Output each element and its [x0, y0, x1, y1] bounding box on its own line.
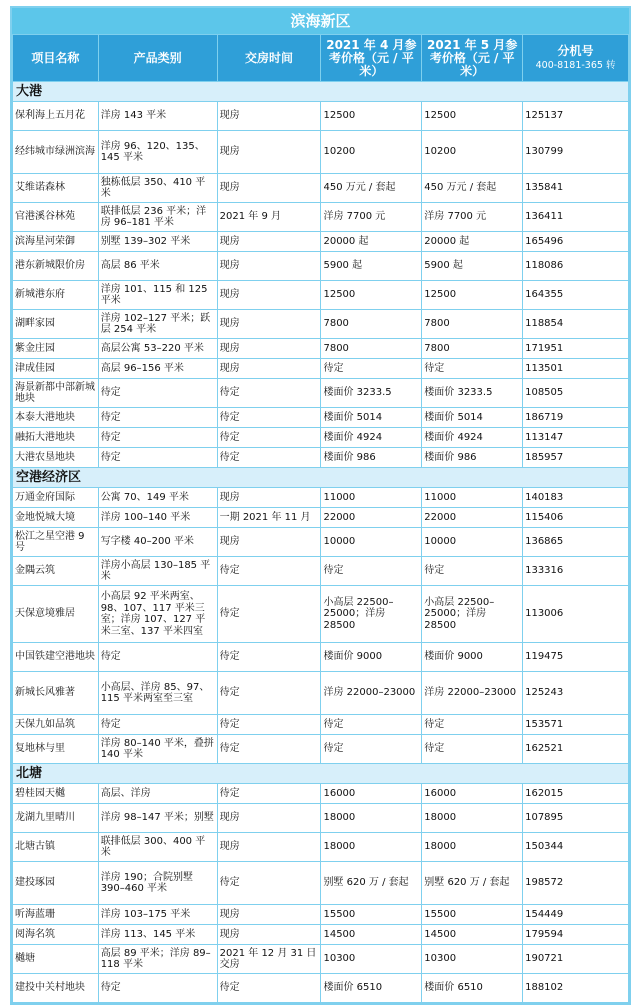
- section-title: 空港经济区: [13, 468, 628, 487]
- extension-cell: 133316: [523, 557, 628, 585]
- delivery-time-cell: 现房: [218, 339, 321, 358]
- delivery-time-cell: 2021 年 12 月 31 日交房: [218, 945, 321, 973]
- may-price-cell: 待定: [422, 359, 522, 378]
- project-name-cell: 松江之星空港 9 号: [13, 528, 98, 556]
- product-type-cell: 待定: [99, 428, 217, 447]
- product-type-cell: 高层 89 平米；洋房 89–118 平米: [99, 945, 217, 973]
- project-name-cell: 本泰大港地块: [13, 408, 98, 427]
- april-price-cell: 楼面价 3233.5: [321, 379, 421, 407]
- product-type-cell: 独栋低层 350、410 平米: [99, 174, 217, 202]
- project-name-cell: 滨海星河荣御: [13, 232, 98, 251]
- price-table-card: [10, 6, 631, 1005]
- april-price-cell: 洋房 7700 元: [321, 203, 421, 231]
- product-type-cell: 洋房 190；合院别墅 390–460 平米: [99, 862, 217, 904]
- extension-cell: 190721: [523, 945, 628, 973]
- project-name-cell: 湖畔家园: [13, 310, 98, 338]
- delivery-time-cell: 现房: [218, 252, 321, 280]
- delivery-time-cell: 现房: [218, 804, 321, 832]
- may-price-cell: 待定: [422, 557, 522, 585]
- header-extension-label: 分机号: [557, 43, 594, 58]
- project-name-cell: 建投中关村地块: [13, 974, 98, 1002]
- delivery-time-cell: 待定: [218, 408, 321, 427]
- april-price-cell: 小高层 22500–25000；洋房 28500: [321, 586, 421, 642]
- delivery-time-cell: 现房: [218, 925, 321, 944]
- april-price-cell: 别墅 620 万 / 套起: [321, 862, 421, 904]
- table-row: [13, 359, 628, 378]
- table-row: [13, 833, 628, 861]
- extension-cell: 162015: [523, 784, 628, 803]
- april-price-cell: 楼面价 4924: [321, 428, 421, 447]
- extension-cell: 119475: [523, 643, 628, 671]
- project-name-cell: 听海蓝珊: [13, 905, 98, 924]
- table-row: [13, 905, 628, 924]
- table-row: [13, 131, 628, 173]
- may-price-cell: 小高层 22500–25000；洋房 28500: [422, 586, 522, 642]
- project-name-cell: 复地林与里: [13, 735, 98, 763]
- header-april-price: 2021 年 4 月参考价格（元 / 平米）: [321, 35, 421, 81]
- product-type-cell: 高层 96–156 平米: [99, 359, 217, 378]
- extension-cell: 188102: [523, 974, 628, 1002]
- april-price-cell: 10000: [321, 528, 421, 556]
- may-price-cell: 楼面价 9000: [422, 643, 522, 671]
- table-row: [13, 310, 628, 338]
- project-name-cell: 阅海名筑: [13, 925, 98, 944]
- delivery-time-cell: 现房: [218, 281, 321, 309]
- table-row: [13, 428, 628, 447]
- product-type-cell: 联排低层 300、400 平米: [99, 833, 217, 861]
- delivery-time-cell: 现房: [218, 905, 321, 924]
- product-type-cell: 小高层、洋房 85、97、115 平米两室至三室: [99, 672, 217, 714]
- april-price-cell: 14500: [321, 925, 421, 944]
- may-price-cell: 12500: [422, 102, 522, 130]
- product-type-cell: 洋房小高层 130–185 平米: [99, 557, 217, 585]
- project-name-cell: 金地悦城大境: [13, 508, 98, 527]
- delivery-time-cell: 现房: [218, 102, 321, 130]
- may-price-cell: 15500: [422, 905, 522, 924]
- may-price-cell: 别墅 620 万 / 套起: [422, 862, 522, 904]
- delivery-time-cell: 现房: [218, 528, 321, 556]
- extension-cell: 185957: [523, 448, 628, 467]
- project-name-cell: 艾维诺森林: [13, 174, 98, 202]
- may-price-cell: 5900 起: [422, 252, 522, 280]
- header-extension-phone: 400-8181-365 转: [535, 59, 616, 71]
- table-row: [13, 102, 628, 130]
- extension-cell: 125243: [523, 672, 628, 714]
- may-price-cell: 楼面价 6510: [422, 974, 522, 1002]
- april-price-cell: 12500: [321, 102, 421, 130]
- may-price-cell: 楼面价 5014: [422, 408, 522, 427]
- product-type-cell: 洋房 98–147 平米；别墅: [99, 804, 217, 832]
- header-extension: [523, 35, 628, 81]
- extension-cell: 113006: [523, 586, 628, 642]
- project-name-cell: 经纬城市绿洲滨海: [13, 131, 98, 173]
- product-type-cell: 待定: [99, 715, 217, 734]
- product-type-cell: 洋房 80–140 平米，叠拼 140 平米: [99, 735, 217, 763]
- delivery-time-cell: 现房: [218, 310, 321, 338]
- extension-cell: 198572: [523, 862, 628, 904]
- april-price-cell: 待定: [321, 557, 421, 585]
- project-name-cell: 金隅云筑: [13, 557, 98, 585]
- table-row: [13, 339, 628, 358]
- april-price-cell: 5900 起: [321, 252, 421, 280]
- april-price-cell: 10300: [321, 945, 421, 973]
- may-price-cell: 楼面价 3233.5: [422, 379, 522, 407]
- section-title: 大港: [13, 82, 628, 101]
- product-type-cell: 公寓 70、149 平米: [99, 488, 217, 507]
- april-price-cell: 11000: [321, 488, 421, 507]
- april-price-cell: 楼面价 9000: [321, 643, 421, 671]
- april-price-cell: 18000: [321, 804, 421, 832]
- may-price-cell: 11000: [422, 488, 522, 507]
- delivery-time-cell: 现房: [218, 359, 321, 378]
- extension-cell: 136865: [523, 528, 628, 556]
- project-name-cell: 津成佳园: [13, 359, 98, 378]
- project-name-cell: 天保九如品筑: [13, 715, 98, 734]
- delivery-time-cell: 待定: [218, 672, 321, 714]
- may-price-cell: 洋房 7700 元: [422, 203, 522, 231]
- delivery-time-cell: 现房: [218, 232, 321, 251]
- april-price-cell: 待定: [321, 359, 421, 378]
- project-name-cell: 保利海上五月花: [13, 102, 98, 130]
- header-may-price: 2021 年 5 月参考价格（元 / 平米）: [422, 35, 522, 81]
- delivery-time-cell: 待定: [218, 448, 321, 467]
- may-price-cell: 18000: [422, 833, 522, 861]
- table-row: [13, 945, 628, 973]
- may-price-cell: 10000: [422, 528, 522, 556]
- may-price-cell: 20000 起: [422, 232, 522, 251]
- extension-cell: 107895: [523, 804, 628, 832]
- price-table: [12, 34, 629, 1003]
- april-price-cell: 待定: [321, 735, 421, 763]
- may-price-cell: 待定: [422, 735, 522, 763]
- project-name-cell: 港东新城限价房: [13, 252, 98, 280]
- delivery-time-cell: 现房: [218, 488, 321, 507]
- delivery-time-cell: 现房: [218, 131, 321, 173]
- may-price-cell: 450 万元 / 套起: [422, 174, 522, 202]
- table-row: [13, 379, 628, 407]
- extension-cell: 125137: [523, 102, 628, 130]
- section-title: 北塘: [13, 764, 628, 783]
- extension-cell: 135841: [523, 174, 628, 202]
- extension-cell: 118854: [523, 310, 628, 338]
- may-price-cell: 楼面价 986: [422, 448, 522, 467]
- product-type-cell: 待定: [99, 643, 217, 671]
- product-type-cell: 洋房 103–175 平米: [99, 905, 217, 924]
- april-price-cell: 18000: [321, 833, 421, 861]
- extension-cell: 115406: [523, 508, 628, 527]
- table-body: [13, 82, 628, 1002]
- april-price-cell: 15500: [321, 905, 421, 924]
- delivery-time-cell: 待定: [218, 862, 321, 904]
- april-price-cell: 20000 起: [321, 232, 421, 251]
- table-row: [13, 528, 628, 556]
- may-price-cell: 楼面价 4924: [422, 428, 522, 447]
- product-type-cell: 写字楼 40–200 平米: [99, 528, 217, 556]
- april-price-cell: 待定: [321, 715, 421, 734]
- project-name-cell: 北塘古镇: [13, 833, 98, 861]
- table-row: [13, 804, 628, 832]
- project-name-cell: 龙湖九里晴川: [13, 804, 98, 832]
- table-row: [13, 715, 628, 734]
- extension-cell: 153571: [523, 715, 628, 734]
- section-row: [13, 764, 628, 783]
- table-row: [13, 232, 628, 251]
- extension-cell: 136411: [523, 203, 628, 231]
- april-price-cell: 16000: [321, 784, 421, 803]
- project-name-cell: 新城长风雅著: [13, 672, 98, 714]
- may-price-cell: 10300: [422, 945, 522, 973]
- section-row: [13, 468, 628, 487]
- may-price-cell: 10200: [422, 131, 522, 173]
- project-name-cell: 万通金府国际: [13, 488, 98, 507]
- extension-cell: 108505: [523, 379, 628, 407]
- product-type-cell: 待定: [99, 974, 217, 1002]
- product-type-cell: 洋房 102–127 平米；跃层 254 平米: [99, 310, 217, 338]
- extension-cell: 140183: [523, 488, 628, 507]
- header-project-name: 项目名称: [13, 35, 98, 81]
- project-name-cell: 融拓大港地块: [13, 428, 98, 447]
- table-row: [13, 488, 628, 507]
- extension-cell: 171951: [523, 339, 628, 358]
- table-row: [13, 408, 628, 427]
- april-price-cell: 楼面价 986: [321, 448, 421, 467]
- project-name-cell: 天保意境雅居: [13, 586, 98, 642]
- project-name-cell: 大港农垦地块: [13, 448, 98, 467]
- delivery-time-cell: 现房: [218, 174, 321, 202]
- delivery-time-cell: 待定: [218, 715, 321, 734]
- may-price-cell: 7800: [422, 310, 522, 338]
- product-type-cell: 联排低层 236 平米；洋房 96–181 平米: [99, 203, 217, 231]
- april-price-cell: 洋房 22000–23000: [321, 672, 421, 714]
- table-row: [13, 784, 628, 803]
- extension-cell: 113147: [523, 428, 628, 447]
- table-row: [13, 203, 628, 231]
- april-price-cell: 22000: [321, 508, 421, 527]
- delivery-time-cell: 待定: [218, 586, 321, 642]
- april-price-cell: 10200: [321, 131, 421, 173]
- april-price-cell: 楼面价 6510: [321, 974, 421, 1002]
- delivery-time-cell: 待定: [218, 379, 321, 407]
- extension-cell: 113501: [523, 359, 628, 378]
- delivery-time-cell: 待定: [218, 557, 321, 585]
- delivery-time-cell: 现房: [218, 833, 321, 861]
- extension-cell: 130799: [523, 131, 628, 173]
- may-price-cell: 洋房 22000–23000: [422, 672, 522, 714]
- extension-cell: 179594: [523, 925, 628, 944]
- table-row: [13, 643, 628, 671]
- project-name-cell: 碧桂园天樾: [13, 784, 98, 803]
- may-price-cell: 18000: [422, 804, 522, 832]
- product-type-cell: 洋房 96、120、135、145 平米: [99, 131, 217, 173]
- table-row: [13, 557, 628, 585]
- header-delivery-time: 交房时间: [218, 35, 321, 81]
- may-price-cell: 待定: [422, 715, 522, 734]
- extension-cell: 165496: [523, 232, 628, 251]
- delivery-time-cell: 待定: [218, 784, 321, 803]
- project-name-cell: 海景新都中部新城地块: [13, 379, 98, 407]
- table-row: [13, 672, 628, 714]
- delivery-time-cell: 待定: [218, 974, 321, 1002]
- table-row: [13, 281, 628, 309]
- section-row: [13, 82, 628, 101]
- product-type-cell: 待定: [99, 448, 217, 467]
- table-title: 滨海新区: [12, 8, 629, 34]
- april-price-cell: 450 万元 / 套起: [321, 174, 421, 202]
- product-type-cell: 高层、洋房: [99, 784, 217, 803]
- april-price-cell: 7800: [321, 339, 421, 358]
- delivery-time-cell: 待定: [218, 735, 321, 763]
- extension-cell: 118086: [523, 252, 628, 280]
- may-price-cell: 12500: [422, 281, 522, 309]
- project-name-cell: 官港溪谷林苑: [13, 203, 98, 231]
- table-row: [13, 862, 628, 904]
- april-price-cell: 12500: [321, 281, 421, 309]
- table-row: [13, 735, 628, 763]
- product-type-cell: 洋房 100–140 平米: [99, 508, 217, 527]
- product-type-cell: 待定: [99, 408, 217, 427]
- header-product-type: 产品类别: [99, 35, 217, 81]
- project-name-cell: 樾塘: [13, 945, 98, 973]
- product-type-cell: 洋房 101、115 和 125 平米: [99, 281, 217, 309]
- product-type-cell: 高层公寓 53–220 平米: [99, 339, 217, 358]
- table-row: [13, 925, 628, 944]
- product-type-cell: 洋房 113、145 平米: [99, 925, 217, 944]
- product-type-cell: 洋房 143 平米: [99, 102, 217, 130]
- extension-cell: 186719: [523, 408, 628, 427]
- delivery-time-cell: 一期 2021 年 11 月: [218, 508, 321, 527]
- product-type-cell: 小高层 92 平米两室、98、107、117 平米三室；洋房 107、127 平米三室、137 平米四室: [99, 586, 217, 642]
- product-type-cell: 高层 86 平米: [99, 252, 217, 280]
- product-type-cell: 待定: [99, 379, 217, 407]
- may-price-cell: 22000: [422, 508, 522, 527]
- delivery-time-cell: 待定: [218, 643, 321, 671]
- table-row: [13, 174, 628, 202]
- extension-cell: 154449: [523, 905, 628, 924]
- project-name-cell: 建投琢园: [13, 862, 98, 904]
- extension-cell: 162521: [523, 735, 628, 763]
- april-price-cell: 7800: [321, 310, 421, 338]
- extension-cell: 150344: [523, 833, 628, 861]
- extension-cell: 164355: [523, 281, 628, 309]
- may-price-cell: 14500: [422, 925, 522, 944]
- delivery-time-cell: 2021 年 9 月: [218, 203, 321, 231]
- may-price-cell: 16000: [422, 784, 522, 803]
- project-name-cell: 新城港东府: [13, 281, 98, 309]
- table-row: [13, 252, 628, 280]
- april-price-cell: 楼面价 5014: [321, 408, 421, 427]
- project-name-cell: 中国铁建空港地块: [13, 643, 98, 671]
- table-row: [13, 586, 628, 642]
- table-row: [13, 448, 628, 467]
- table-row: [13, 974, 628, 1002]
- delivery-time-cell: 待定: [218, 428, 321, 447]
- may-price-cell: 7800: [422, 339, 522, 358]
- table-row: [13, 508, 628, 527]
- product-type-cell: 别墅 139–302 平米: [99, 232, 217, 251]
- project-name-cell: 紫金庄园: [13, 339, 98, 358]
